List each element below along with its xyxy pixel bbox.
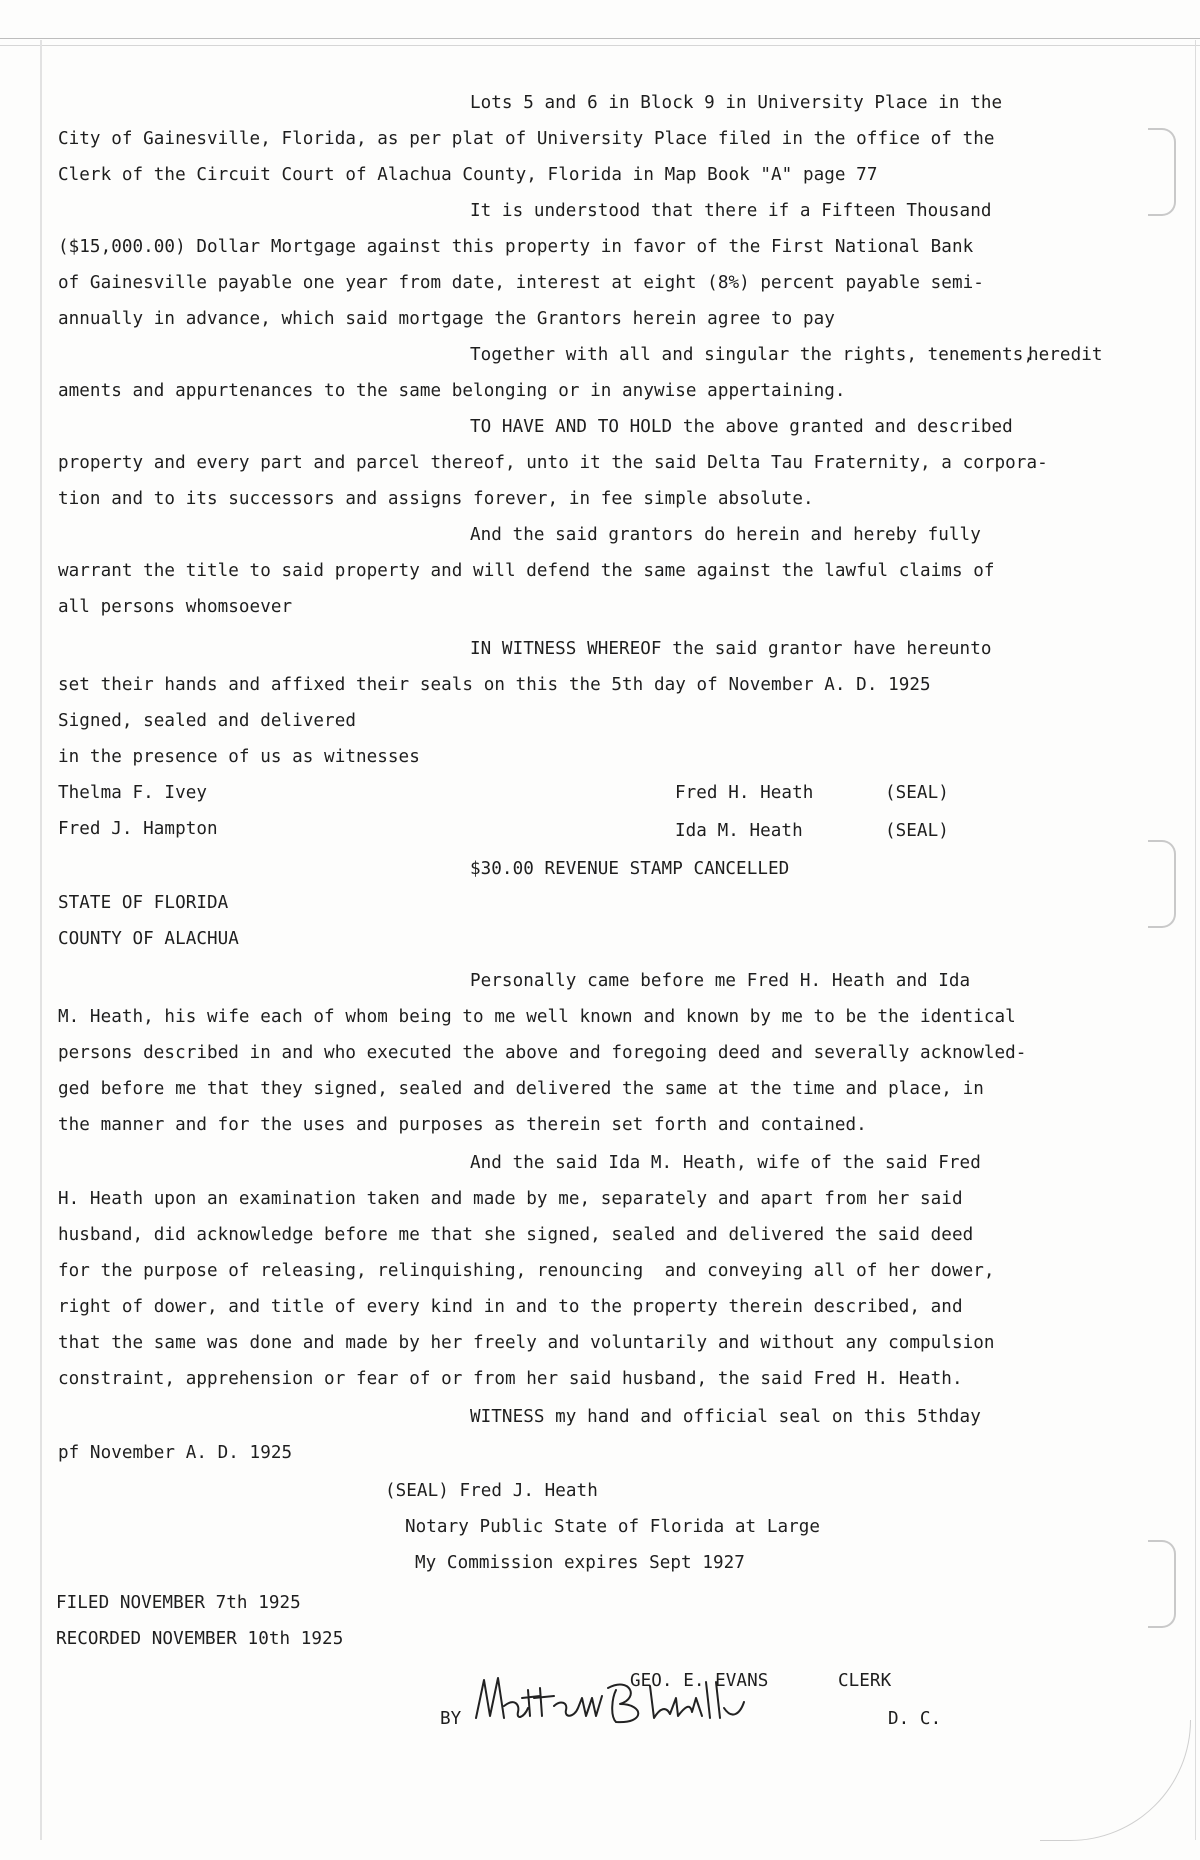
witness-name: Fred J. Hampton <box>58 819 218 839</box>
text-line: H. Heath upon an examination taken and made by me, separately and apart from her said <box>58 1189 963 1209</box>
binder-hole <box>1148 1540 1176 1628</box>
seal-label: (SEAL) <box>885 821 949 841</box>
seal-label: (SEAL) <box>885 783 949 803</box>
text-line: City of Gainesville, Florida, as per plat of University Place filed in the office of the <box>58 129 995 149</box>
binder-hole <box>1148 128 1176 216</box>
text-line: the manner and for the uses and purposes as therein set forth and contained. <box>58 1115 867 1135</box>
state-heading: STATE OF FLORIDA <box>58 893 229 913</box>
text-line: Clerk of the Circuit Court of Alachua County, Florida in Map Book "A" page 77 <box>58 165 878 185</box>
text-line: aments and appurtenances to the same belonging or in anywise appertaining. <box>58 381 846 401</box>
left-margin-line <box>40 40 42 1840</box>
text-line: all persons whomsoever <box>58 597 293 617</box>
right-edge-line <box>1195 40 1196 1840</box>
text-line: that the same was done and made by her freely and voluntarily and without any compulsion <box>58 1333 995 1353</box>
text-line: It is understood that there if a Fifteen Thousand <box>470 201 992 221</box>
text-line: tion and to its successors and assigns forever, in fee simple absolute. <box>58 489 814 509</box>
text-line: And the said Ida M. Heath, wife of the said Fred <box>470 1153 981 1173</box>
text-line: And the said grantors do herein and hereby fully <box>470 525 981 545</box>
deputy-clerk-signature <box>470 1668 750 1738</box>
text-line: Signed, sealed and delivered <box>58 711 356 731</box>
text-line: right of dower, and title of every kind in and to the property therein described, and <box>58 1297 963 1317</box>
witness-name: Thelma F. Ivey <box>58 783 207 803</box>
recorded-date: RECORDED NOVEMBER 10th 1925 <box>56 1629 344 1649</box>
text-line: property and every part and parcel thereof, unto it the said Delta Tau Fraternity, a corpora- <box>58 453 1048 473</box>
commission-expiry: My Commission expires Sept 1927 <box>415 1553 745 1573</box>
text-line: M. Heath, his wife each of whom being to me well known and known by me to be the identical <box>58 1007 1016 1027</box>
grantor-name: Fred H. Heath <box>675 783 814 803</box>
text-line: Together with all and singular the rights, tenements, <box>470 345 1035 365</box>
top-rule <box>0 38 1200 46</box>
notary-title: Notary Public State of Florida at Large <box>405 1517 821 1537</box>
margin-overflow-text: heredit <box>1028 345 1103 365</box>
binder-hole <box>1148 840 1176 928</box>
text-line: Personally came before me Fred H. Heath and Ida <box>470 971 971 991</box>
text-line: persons described in and who executed the above and foregoing deed and severally acknowled- <box>58 1043 1027 1063</box>
text-line: pf November A. D. 1925 <box>58 1443 293 1463</box>
text-line: warrant the title to said property and will defend the same against the lawful claims of <box>58 561 995 581</box>
county-heading: COUNTY OF ALACHUA <box>58 929 239 949</box>
text-line: for the purpose of releasing, relinquishing, renouncing and conveying all of her dower, <box>58 1261 995 1281</box>
notary-signature-line: (SEAL) Fred J. Heath <box>385 1481 598 1501</box>
text-line: set their hands and affixed their seals on this the 5th day of November A. D. 1925 <box>58 675 931 695</box>
text-line: TO HAVE AND TO HOLD the above granted and described <box>470 417 1013 437</box>
text-line: IN WITNESS WHEREOF the said grantor have hereunto <box>470 639 992 659</box>
grantor-name: Ida M. Heath <box>675 821 803 841</box>
filed-date: FILED NOVEMBER 7th 1925 <box>56 1593 301 1613</box>
text-line: WITNESS my hand and official seal on this 5thday <box>470 1407 981 1427</box>
text-line: of Gainesville payable one year from date, interest at eight (8%) percent payable semi- <box>58 273 984 293</box>
text-line: constraint, apprehension or fear of or from her said husband, the said Fred H. Heath. <box>58 1369 963 1389</box>
text-line: ($15,000.00) Dollar Mortgage against this property in favor of the First National Bank <box>58 237 974 257</box>
text-line: ged before me that they signed, sealed and delivered the same at the time and place, in <box>58 1079 984 1099</box>
by-label: BY <box>440 1709 462 1729</box>
text-line: in the presence of us as witnesses <box>58 747 420 767</box>
text-line: husband, did acknowledge before me that she signed, sealed and delivered the said deed <box>58 1225 974 1245</box>
text-line: annually in advance, which said mortgage the Grantors herein agree to pay <box>58 309 835 329</box>
clerk-label: CLERK <box>838 1671 892 1691</box>
text-line: Lots 5 and 6 in Block 9 in University Place in the <box>470 93 1003 113</box>
clerk-name: GEO. E. EVANS <box>630 1671 769 1691</box>
revenue-stamp-note: $30.00 REVENUE STAMP CANCELLED <box>470 859 790 879</box>
deputy-clerk-label: D. C. <box>888 1709 942 1729</box>
page-corner-curve <box>1040 1720 1191 1841</box>
